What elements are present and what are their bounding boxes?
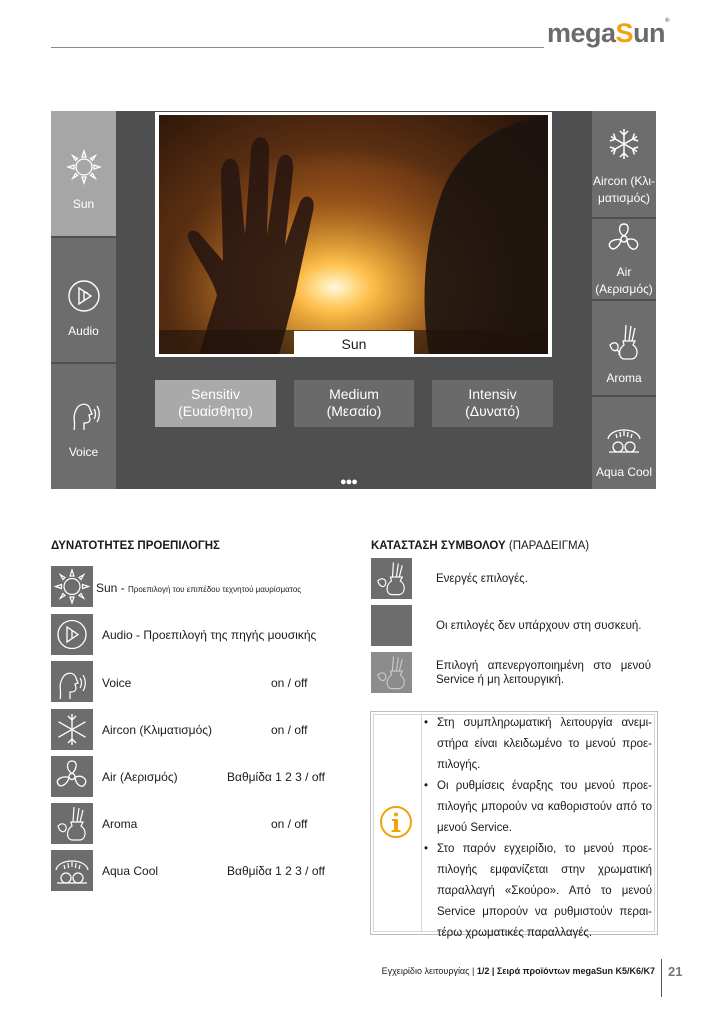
preset-row-voice-icon-box xyxy=(51,661,93,702)
intensity-sensitiv-line2: (Ευαίσθητο) xyxy=(178,403,253,419)
preset-row-aircon-icon-box xyxy=(51,709,93,750)
preset-row-sun xyxy=(96,581,301,595)
preset-row-aroma-name: Aroma xyxy=(102,817,138,831)
audio-icon xyxy=(66,278,102,314)
sidebar-button-voice[interactable] xyxy=(51,364,116,489)
aroma-icon xyxy=(606,323,642,361)
sidebar-button-aroma[interactable] xyxy=(592,301,656,395)
aroma-icon xyxy=(371,558,412,599)
status-title xyxy=(371,540,589,552)
aqua-cool-label: Aqua Cool xyxy=(595,465,653,479)
preset-row-air-value: Βαθμίδα 1 2 3 / off xyxy=(227,770,325,784)
aroma-icon xyxy=(51,803,93,844)
sidebar-button-sun[interactable] xyxy=(51,111,116,236)
footer-text xyxy=(300,966,655,976)
fan-icon xyxy=(51,756,93,797)
preset-row-aroma-value: on / off xyxy=(271,817,308,831)
status-disabled-text: Επιλογή απενεργοποιημένη στο μενού Service ή μη λειτουργική. xyxy=(436,660,651,686)
intensity-button-intensiv[interactable] xyxy=(432,380,553,427)
footer-manual: Εγχειρίδιο λειτουργίας | xyxy=(381,966,477,976)
intensity-button-medium[interactable] xyxy=(294,380,414,427)
intensity-button-sensitiv[interactable] xyxy=(155,380,276,427)
preset-row-sun-icon-box xyxy=(51,566,93,607)
sunset-hand-photo xyxy=(159,115,548,354)
preset-row-aqua-cool-icon-box xyxy=(51,850,93,891)
info-bullet: • Οι ρυθμίσεις έναρξης του μενού προε-πιλογής μπορούν να καθοριστούν από το μενού Service. xyxy=(424,776,652,839)
preset-row-aqua-cool-name: Aqua Cool xyxy=(102,864,159,878)
preset-row-voice-value: on / off xyxy=(271,676,308,690)
footer-rule xyxy=(661,959,662,997)
footer-series: 1/2 | Σειρά προϊόντων megaSun K5/K6/K7 xyxy=(476,966,655,976)
intensity-sensitiv-line1: Sensitiv xyxy=(190,386,241,402)
sidebar-label-audio: Audio xyxy=(68,324,99,338)
snowflake-icon xyxy=(607,127,641,161)
page-indicator[interactable]: ●●● xyxy=(340,476,357,488)
info-bullet: • Στη συμπληρωματική λειτουργία ανεμι-στήρα είναι κλειδωμένο το μενού προε-πιλογής. xyxy=(424,713,652,776)
sidebar-label-sun: Sun xyxy=(72,197,95,211)
voice-icon xyxy=(51,661,93,702)
preview-image-frame xyxy=(155,112,552,357)
sidebar-button-aircon[interactable] xyxy=(592,111,656,217)
sidebar-button-audio[interactable] xyxy=(51,238,116,362)
status-title-bold: ΚΑΤΑΣΤΑΣΗ ΣΥΜΒΟΛΟΥ xyxy=(371,540,506,552)
snowflake-icon xyxy=(51,709,93,750)
status-unavailable-box xyxy=(371,605,412,646)
sidebar-label-voice: Voice xyxy=(68,445,99,459)
aircon-label-line1: Aircon (Κλι- xyxy=(592,174,655,188)
intensity-medium-line2: (Μεσαίο) xyxy=(326,403,382,419)
preset-row-aircon-name: Aircon (Κλιματισμός) xyxy=(102,723,213,737)
intensity-intensiv-line1: Intensiv xyxy=(468,386,517,402)
preset-row-audio-icon-box xyxy=(51,614,93,655)
info-icon xyxy=(379,805,413,839)
status-active-text: Ενεργές επιλογές. xyxy=(436,573,528,585)
header-rule xyxy=(51,47,544,48)
aqua-cool-icon xyxy=(51,850,93,891)
status-title-normal: (ΠΑΡΑΔΕΙΓΜΑ) xyxy=(505,540,590,552)
status-disabled-icon-box xyxy=(371,652,412,693)
fan-icon xyxy=(606,221,642,257)
preset-sun-desc: Προεπιλογή του επιπέδου τεχνητού μαυρίσματος xyxy=(128,585,302,594)
preset-row-voice-name: Voice xyxy=(102,676,132,690)
aroma-label: Aroma xyxy=(606,371,642,385)
preset-sun-name: Sun - xyxy=(96,581,129,595)
preset-row-aircon-value: on / off xyxy=(271,723,308,737)
aqua-cool-icon xyxy=(605,421,643,455)
status-active-icon-box xyxy=(371,558,412,599)
audio-icon xyxy=(51,614,93,655)
info-bullet: • Στο παρόν εγχειρίδιο, το μενού προε-πιλογής εμφανίζεται στην χρωματική παραλλαγή «Σκούρο». Από το μενού Service μπορούν να ρυθμιστούν περαι-τέρω χρωματικές παραλλαγές. xyxy=(424,839,652,944)
brand-logo: megaSun® xyxy=(547,18,669,48)
presets-title: ΔΥΝΑΤΟΤΗΤΕΣ ΠΡΟΕΠΙΛΟΓΗΣ xyxy=(51,540,220,552)
aircon-label-line2: ματισμός) xyxy=(597,191,651,205)
preset-row-air-icon-box xyxy=(51,756,93,797)
aroma-disabled-icon xyxy=(371,652,412,693)
image-caption: Sun xyxy=(294,331,414,356)
intensity-medium-line1: Medium xyxy=(329,386,379,402)
sidebar-button-air[interactable] xyxy=(592,219,656,299)
preset-row-aqua-cool-value: Βαθμίδα 1 2 3 / off xyxy=(227,864,325,878)
sidebar-button-aqua-cool[interactable] xyxy=(592,397,656,489)
intensity-intensiv-line2: (Δυνατό) xyxy=(465,403,520,419)
sun-icon xyxy=(66,149,102,185)
air-label-line1: Air xyxy=(616,265,632,279)
preset-row-aroma-icon-box xyxy=(51,803,93,844)
info-bullets xyxy=(424,713,652,944)
preset-row-audio: Audio - Προεπιλογή της πηγής μουσικής xyxy=(102,628,317,642)
status-unavailable-text: Οι επιλογές δεν υπάρχουν στη συσκευή. xyxy=(436,620,642,632)
voice-icon xyxy=(66,396,104,432)
page-number: 21 xyxy=(668,964,683,979)
sun-icon xyxy=(51,566,93,607)
air-label-line2: (Αερισμός) xyxy=(595,282,653,296)
preset-row-air-name: Air (Αερισμός) xyxy=(102,770,178,784)
